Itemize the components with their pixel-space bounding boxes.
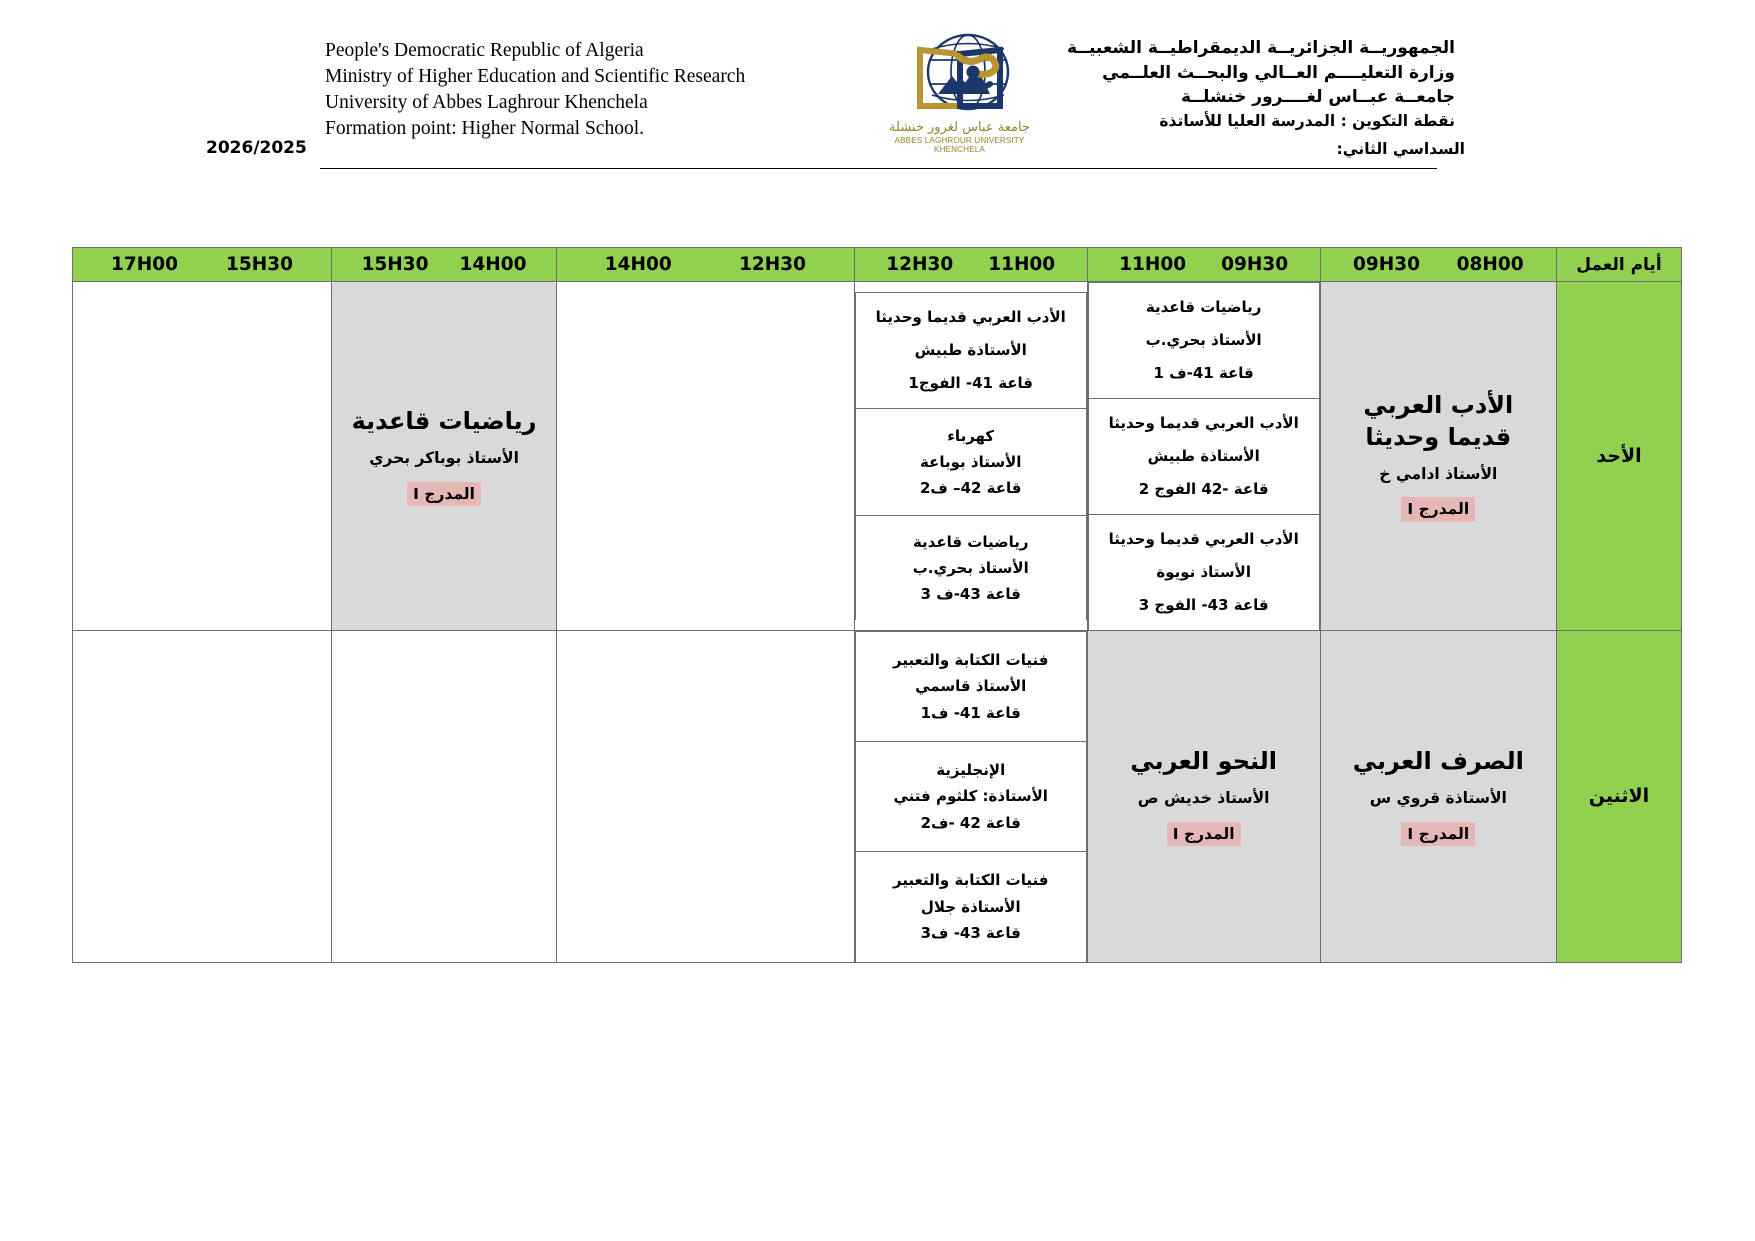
session-hall-badge: المدرج I (1167, 822, 1241, 846)
cell-monday-14h00-12h30[interactable] (557, 631, 855, 963)
header-right-line-4: نقطة التكوين : المدرسة العليا للأساتذة (1159, 111, 1455, 130)
header-divider (320, 168, 1437, 169)
header-right-line-2: وزارة التعليــــم العــالي والبحــث العلــمي (1102, 62, 1455, 83)
time-start-5: 08H00 (1456, 254, 1524, 275)
academic-year: 2026/2025 (206, 138, 307, 158)
university-logo (872, 32, 1047, 152)
group-row (1088, 283, 1319, 399)
logo-caption-english: ABBES LAGHROUR UNIVERSITY KHENCHELA (894, 136, 1025, 154)
header-left-line-4: Formation point: Higher Normal School. (325, 117, 645, 139)
session-teacher: الأستاذ خديش ص (1137, 789, 1270, 808)
group-module: كهرباء (947, 426, 995, 445)
header-left-latin (325, 38, 745, 142)
group-module: رياضيات قاعدية (912, 532, 1029, 551)
time-end-2: 14H00 (604, 254, 672, 275)
time-header-14h00-12h30 (557, 248, 855, 282)
group-module: الأدب العربي قديما وحديثا (1108, 414, 1299, 432)
group-room: قاعة 43-ف 3 (920, 585, 1021, 604)
cell-sunday-17h00-15h30[interactable] (73, 282, 332, 631)
cell-sunday-14h00-12h30[interactable] (557, 282, 855, 631)
cell-monday-11h00-09h30[interactable] (1087, 631, 1320, 963)
time-header-09h30-08h00 (1320, 248, 1556, 282)
group-entry (1089, 283, 1319, 398)
group-teacher: الأستاذ بحري.ب (912, 558, 1029, 577)
session-block (1321, 740, 1556, 852)
group-room: قاعة 43- ف3 (920, 923, 1021, 942)
group-room: قاعة 42 -ف2 (920, 813, 1021, 832)
time-header-12h30-11h00 (854, 248, 1087, 282)
session-module: الصرف العربي (1352, 747, 1524, 776)
schedule-table (72, 247, 1682, 963)
time-start-2: 12H30 (739, 254, 807, 275)
group-subtable (1088, 282, 1320, 630)
header-right-arabic (1067, 36, 1455, 132)
group-entry (856, 639, 1086, 734)
cell-monday-12h30-11h00[interactable] (854, 631, 1087, 963)
group-room: قاعة -42 الفوج 2 (1138, 480, 1269, 498)
time-end-4: 11H00 (1119, 254, 1187, 275)
group-teacher: الأستاذة طبيش (914, 341, 1027, 360)
group-entry (1089, 399, 1319, 514)
time-end-1: 15H30 (361, 254, 429, 275)
group-row (855, 632, 1086, 742)
time-end-0: 17H00 (111, 254, 178, 275)
cell-monday-17h00-15h30[interactable] (73, 631, 332, 963)
cell-monday-09h30-08h00[interactable] (1320, 631, 1556, 963)
group-teacher: الأستاذة جلال (920, 897, 1021, 916)
time-start-3: 11H00 (988, 254, 1056, 275)
session-hall-badge: المدرج I (1401, 822, 1475, 846)
group-module: فنيات الكتابة والتعبير (892, 651, 1049, 670)
header-left-line-1: People's Democratic Republic of Algeria (325, 40, 644, 61)
time-header-11h00-09h30 (1087, 248, 1320, 282)
day-label: الاثنين (1588, 785, 1650, 808)
session-block (1321, 384, 1556, 527)
header-right-line-1: الجمهوريــة الجزائريــة الديمقراطيــة الشعبيــة (1067, 38, 1455, 58)
group-row (1088, 515, 1319, 631)
session-hall-badge: المدرج I (1401, 497, 1475, 521)
day-cell-monday (1556, 631, 1681, 963)
session-teacher: الأستاذة قروي س (1369, 789, 1507, 808)
group-row (1088, 399, 1319, 515)
session-module: رياضيات قاعدية (351, 406, 537, 435)
cell-sunday-12h30-11h00[interactable] (854, 282, 1087, 631)
group-entry (856, 859, 1086, 954)
group-row (855, 409, 1086, 516)
group-teacher: الأستاذ نويوة (1156, 563, 1251, 581)
header-left-line-2: Ministry of Higher Education and Scientific Research (325, 65, 746, 87)
header-left-line-3: University of Abbes Laghrour Khenchela (325, 91, 648, 113)
group-room: قاعة 41- الفوج1 (908, 374, 1033, 393)
semester-label: السداسي الثاني: (1336, 140, 1465, 158)
logo-caption-arabic: جامعة عباس لغرور خنشلة (889, 120, 1030, 135)
session-module: الأدب العربي قديما وحديثا (1363, 391, 1514, 451)
cell-sunday-11h00-09h30[interactable] (1087, 282, 1320, 631)
group-entry (856, 415, 1086, 510)
group-row (855, 516, 1086, 620)
group-teacher: الأستاذ بوباعة (920, 453, 1022, 472)
time-header-15h30-14h00 (332, 248, 557, 282)
session-hall-badge: المدرج I (407, 482, 481, 506)
group-subtable (855, 292, 1087, 620)
day-label: الأحد (1596, 445, 1642, 467)
cell-sunday-15h30-14h00[interactable] (332, 282, 557, 631)
cell-monday-15h30-14h00[interactable] (332, 631, 557, 963)
day-column-header: أيام العمل (1556, 248, 1681, 282)
group-room: قاعة 41-ف 1 (1153, 364, 1254, 382)
schedule-header-row (73, 248, 1682, 282)
group-row (855, 742, 1086, 852)
time-end-3: 12H30 (886, 254, 954, 275)
time-end-5: 09H30 (1352, 254, 1420, 275)
group-entry (1089, 515, 1319, 630)
session-block (332, 400, 556, 512)
day-cell-sunday (1556, 282, 1681, 631)
table-row (73, 282, 1682, 631)
group-module: الأدب العربي قديما وحديثا (875, 308, 1066, 327)
session-block (1088, 740, 1320, 852)
time-start-0: 15H30 (226, 254, 294, 275)
group-row (855, 852, 1086, 962)
time-header-17h00-15h30 (73, 248, 332, 282)
group-row (855, 293, 1086, 409)
cell-sunday-09h30-08h00[interactable] (1320, 282, 1556, 631)
year-semester-line (0, 138, 1755, 172)
group-module: الإنجليزية (936, 761, 1006, 780)
group-subtable (855, 631, 1087, 962)
logo-globe-book-icon (872, 32, 1047, 124)
session-module: النحو العربي (1130, 747, 1278, 776)
header-right-line-3: جامعــة عبــاس لغــــرور خنشلــة (1181, 87, 1455, 108)
group-teacher: الأستاذة: كلثوم فتني (893, 787, 1048, 806)
group-module: فنيات الكتابة والتعبير (892, 871, 1049, 890)
group-room: قاعة 43- الفوج 3 (1138, 596, 1269, 614)
group-room: قاعة 41- ف1 (920, 703, 1021, 722)
session-teacher: الأستاذ ادامي خ (1379, 464, 1498, 483)
group-teacher: الأستاذ بحري.ب (1145, 331, 1262, 349)
group-teacher: الأستاذ قاسمي (915, 677, 1027, 696)
schedule-table-wrapper (72, 247, 1682, 963)
time-start-4: 09H30 (1221, 254, 1289, 275)
session-teacher: الأستاذ بوباكر بحري (369, 449, 519, 468)
group-teacher: الأستاذة طبيش (1147, 447, 1260, 465)
group-entry (856, 521, 1086, 616)
group-module: رياضيات قاعدية (1145, 298, 1262, 316)
group-module: الأدب العربي قديما وحديثا (1108, 530, 1299, 548)
group-room: قاعة 42– ف2 (919, 479, 1022, 498)
table-row (73, 631, 1682, 963)
time-start-1: 14H00 (459, 254, 527, 275)
group-entry (856, 749, 1086, 844)
group-entry (856, 293, 1086, 408)
